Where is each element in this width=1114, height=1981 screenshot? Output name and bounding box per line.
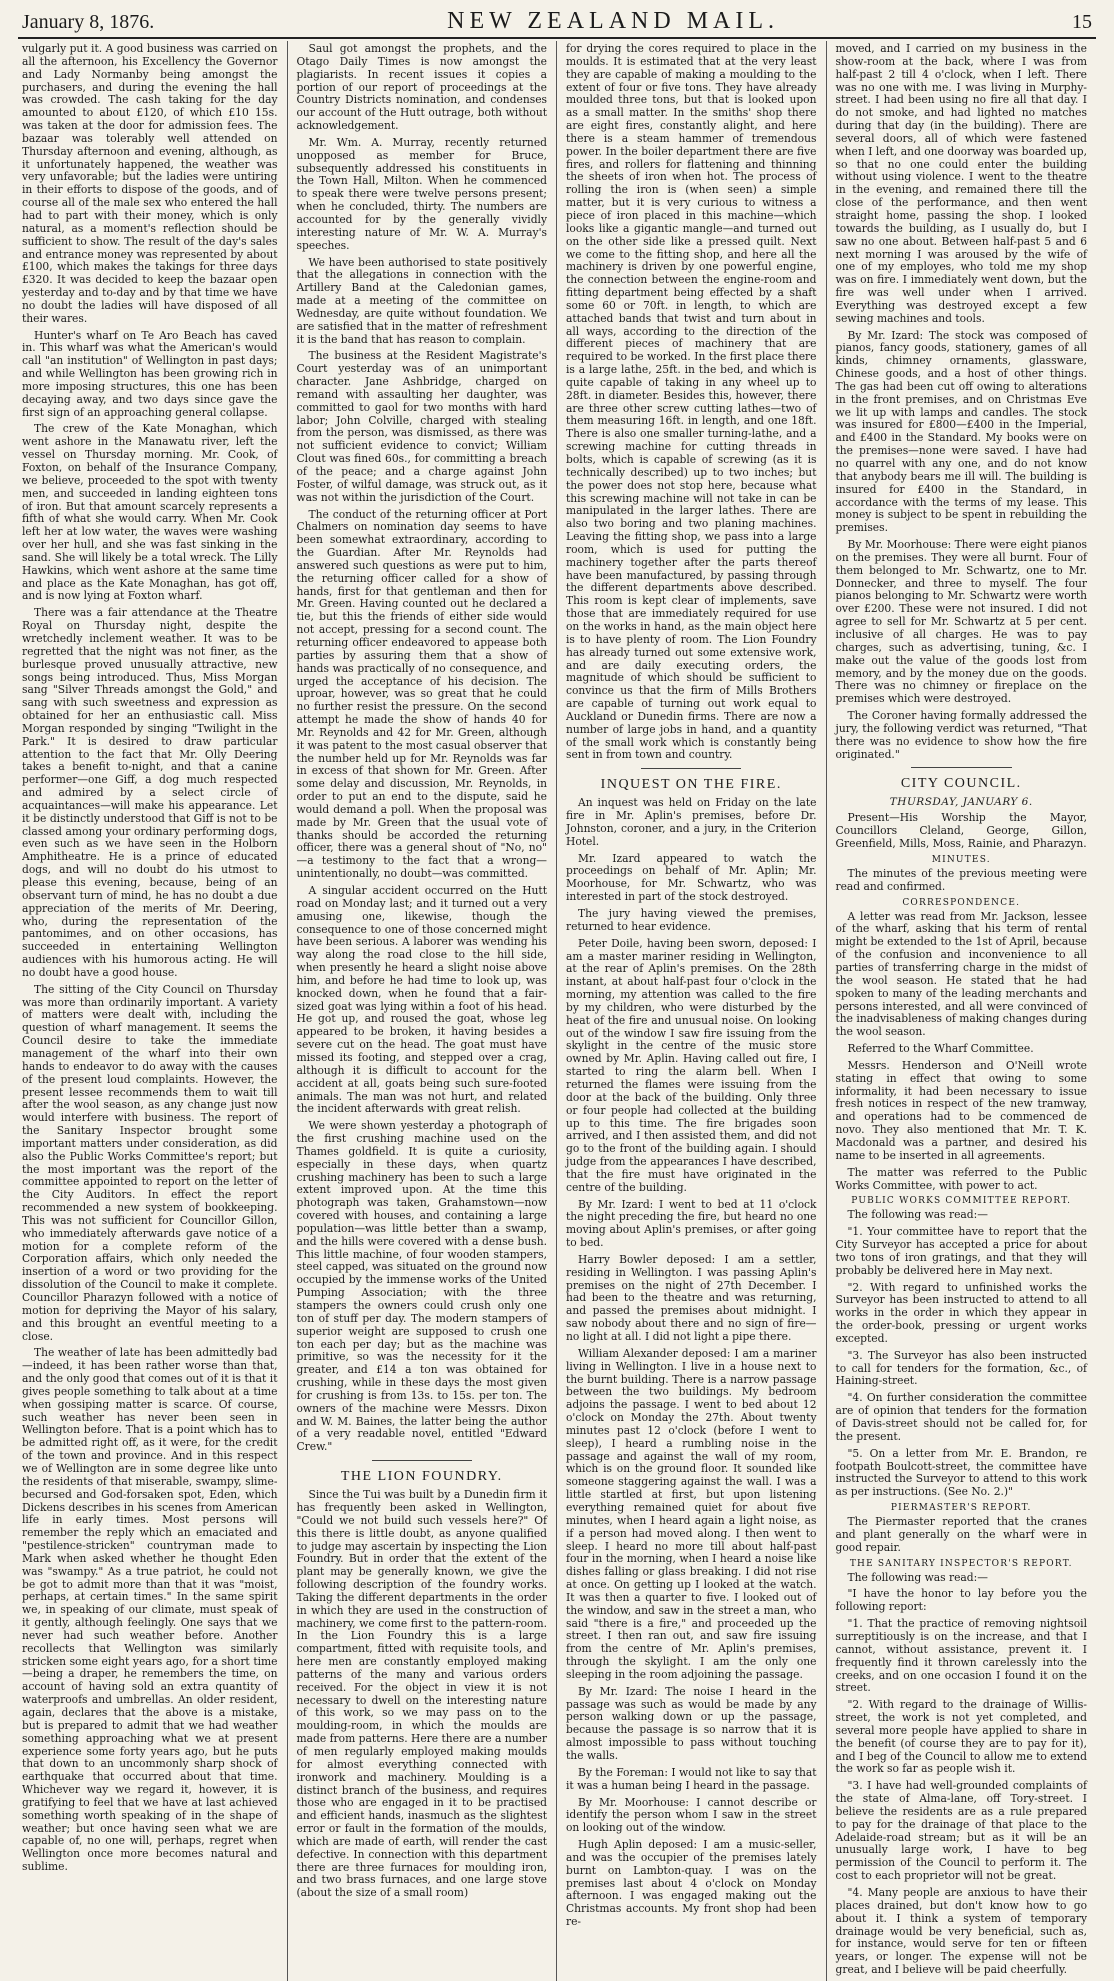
paragraph: vulgarly put it. A good business was carried on all the afternoon, his Excellency the Governor and Lady Normanby being amongst the purchasers, and during the evening the hall was crowded. The cash taking for the day amounted to about £120, of which £10 15s. was taken at the door for admission fees. The bazaar was tolerably well attended on Thursday afternoon and evening, although, as it unfortunately happened, the weather was very unfavorable; but the ladies were untiring in their efforts to dispose of the goods, and of course all of the male sex who entered the hall had to part with their money, which is only natural, as a moment's reflection should be sufficient to show. The result of the day's sales and entrance money was represented by about £100, which makes the takings for three days £320. It was decided to keep the bazaar open yesterday and to-day and by that time we have no doubt the ladies will have disposed of all their wares. [22, 42, 278, 325]
subhead-correspondence: CORRESPONDENCE. [902, 897, 1021, 908]
headline-city-council: CITY COUNCIL. [900, 776, 1022, 792]
paragraph: The jury having viewed the premises, returned to hear evidence. [566, 907, 817, 933]
column-4 [827, 41, 1097, 1981]
subhead-public-works: PUBLIC WORKS COMMITTEE REPORT. [851, 1196, 1072, 1207]
paragraph: The following was read:— [847, 1570, 988, 1584]
paragraph: The weather of late has been admittedly bad—indeed, it has been rather worse than that, and the only good that comes out of it is that it gives people something to talk about at a time when gossiping matter is scarce. Of course, such weather has never been seen in Wellington before. That is a point which has to be admitted right off, as it were, for the credit of the town and province. And in this respect we of Wellington are in some degree like unto the residents of that miserable, swampy, slime-becursed and God-forsaken spot, Eden, which Dickens describes in his scenes from American life in early times. Most persons will remember the reply which an emaciated and "pestilence-stricken" countryman made to Mark when asked whether he thought Eden was "swampy." As a true patriot, he could not be got to admit more than that it was "moist, perhaps, at certain times." In the same spirit we, in speaking of our climate, must speak of it gently, although feelingly. One says that we never had such weather before. Another recollects that Wellington was similarly stricken some eight years ago, for a short time—being a draper, he remembers the time, on account of having sold an extra quantity of waterproofs and umbrellas. An older resident, again, declares that the above is a mistake, but is prepared to admit that we had weather something approaching what we at present experience some forty years ago, but he puts that down to an uncommonly sharp shock of earthquake that occurred about that time. Whichever way we regard it, however, it is gratifying to feel that we have at last achieved something worth speaking of in the shape of weather; but once having seen what we are capable of, no one will, perhaps, regret when Wellington once more becomes natural and sublime. [22, 1346, 278, 1874]
paragraph: Referred to the Wharf Committee. [847, 1042, 1034, 1056]
subhead-minutes: MINUTES. [931, 854, 991, 865]
paragraph: By Mr. Izard: I went to bed at 11 o'clock the night preceding the fire, but heard no one moving about Aplin's premises, or after going to bed. [566, 1197, 817, 1250]
paragraph: The conduct of the returning officer at Port Chalmers on nomination day seems to have been somewhat extraordinary, according to the Guardian. After Mr. Reynolds had answered such questions as were put to him, the returning officer called for a show of hands, first for that gentleman and then for Mr. Green. Having counted out he declared a tie, but this the friends of either side would not accept, pressing for a second count. The returning officer endeavored to appease both parties by assuring them that a show of hands was practically of no consequence, and urged the acceptance of his decision. The uproar, however, was so great that he could no further resist the pressure. On the second attempt he made the show of hands 40 for Mr. Reynolds and 42 for Mr. Green, although it was patent to the most casual observer that the number held up for Mr. Reynolds was far in excess of that shown for Mr. Green. After some delay and discussion, Mr. Reynolds, in order to put an end to the dispute, said he would demand a poll. When the proposal was made by Mr. Green that the usual vote of thanks should be accorded the returning officer, there was a general shout of "No, no" —a testimony to the fact that a wrong—unintentionally, no doubt—was committed. [296, 507, 547, 881]
masthead [18, 8, 1096, 39]
dateline: THURSDAY, JANUARY 6. [889, 796, 1033, 809]
issue-date: January 8, 1876. [22, 11, 155, 33]
paragraph: William Alexander deposed: I am a mariner living in Wellington. I live in a house next to the burnt building. There is a narrow passage between the two buildings. My bedroom adjoins the passage. I went to bed about 12 o'clock on Monday the 27th. About twenty minutes past 12 o'clock (before I went to sleep), I heard a rumbling noise in the passage and against the wall of my room, which is on the ground floor. It sounded like someone staggering against the wall. I was a little startled at first, but upon listening everything remained quiet for about five minutes, when I heard again a light noise, as if a person had moved along. I then went to sleep. I heard no more till about half-past four in the morning, when I heard a noise like dishes falling or glass breaking. I did not rise at once. On getting up I looked at the watch. It was then a quarter to five. I looked out of the window, and saw in the street a man, who said "there is a fire," and proceeded up the street. I then ran out, and saw fire issuing from the centre of Mr. Aplin's premises, through the skylight. I am the only one sleeping in the room adjoining the passage. [566, 1346, 817, 1681]
page-number: 15 [1071, 11, 1092, 33]
divider [911, 767, 1012, 768]
column-1 [18, 41, 288, 1981]
paragraph: for drying the cores required to place in the moulds. It is estimated that at the very least they are capable of making a moulding to the extent of four or five tons. They have already moulded three tons, but that is looked upon as a small matter. In the smiths' shop there are eight fires, constantly alight, and here there is a steam hammer of tremendous power. In the boiler department there are five fires, and rollers for flattening and thinning the sheets of iron when hot. The process of rolling the iron is (when seen) a simple matter, but it is very curious to witness a piece of iron placed in this machine—which looks like a gigantic mangle—and turned out on the other side like a pressed quilt. Next we come to the fitting shop, and here all the machinery is driven by one powerful engine, the connection between the engine-room and fitting department being effected by a shaft some 60 or 70ft. in length, to which are attached bands that twist and turn about in all ways, according to the direction of the different pieces of machinery that are required to be worked. In the first place there is a large lathe, 25ft. in the bed, and which is quite capable of taking in any wheel up to 28ft. in diameter. Besides this, however, there are three other screw cutting lathes—two of them measuring 16ft. in length, and one 18ft. There is also one smaller turning-lathe, and a screwing machine for cutting threads in bolts, which is capable of screwing (as it is technically described) up to two inches; but the power does not stop here, because what this screwing machine will not take in can be manipulated in the larger lathes. There are also two boring and two planing machines. Leaving the fitting shop, we pass into a large room, which is used for putting the machinery together after the parts thereof have been manufactured, by passing through the different departments above described. This room is kept clear of implements, save those that are immediately required for use on the works in hand, as the main object here is to have plenty of room. The Lion Foundry has already turned out some extensive work, and are daily executing orders, the magnitude of which should be sufficient to convince us that the firm of Mills Brothers are capable of turning out work equal to Auckland or Dunedin firms. There are now a number of large jobs in hand, and a quantity of the small work which is constantly being sent in from town and country. [566, 42, 817, 762]
paragraph: "1. That the practice of removing nightsoil surreptitiously is on the increase, and that I cannot, without assistance, prevent it. I frequently find it thrown carelessly into the creeks, and on one occasion I found it on the street. [835, 1617, 1087, 1695]
paragraph: moved, and I carried on my business in the show-room at the back, where I was from half-past 2 till 4 o'clock, when I left. There was no one with me. I was living in Murphy-street. I had been using no fire all that day. I do not smoke, and had lighted no matches during that day (in the building). There are several doors, all of which were fastened when I left, and one doorway was boarded up, so that no one could enter the building without using violence. I went to the theatre in the evening, and remained there till the close of the performance, and then went straight home, passing the shop. I looked towards the building, as I usually do, but I saw no one about. Between half-past 5 and 6 next morning I was aroused by the wife of one of my employes, who told me my shop was on fire. I immediately went down, but the fire was well under when I arrived. Everything was destroyed except a few sewing machines and tools. [835, 42, 1087, 325]
paragraph: By Mr. Moorhouse: There were eight pianos on the premises. They were all burnt. Four of them belonged to Mr. Schwartz, one to Mr. Donnecker, and three to myself. The four pianos belonging to Mr. Schwartz were worth over £200. These were not insured. I did not agree to sell for Mr. Schwartz at 5 per cent. inclusive of all charges. He was to pay charges, such as advertising, tuning, &c. I make out the value of the goods lost from memory, and by the money due on the goods. There was no chimney or fireplace on the premises which were destroyed. [835, 538, 1087, 706]
paragraph: By Mr. Izard: The noise I heard in the passage was such as would be made by any person walking down or up the passage, because the passage is so narrow that it is almost impossible to pass without touching the walls. [566, 1684, 817, 1762]
columns [18, 41, 1096, 1977]
divider [372, 1460, 472, 1461]
column-3 [557, 41, 827, 1981]
paragraph: The Piermaster reported that the cranes and plant generally on the wharf were in good repair. [835, 1515, 1087, 1554]
paragraph: Messrs. Henderson and O'Neill wrote stating in effect that owing to some informality, it had been necessary to issue fresh notices in respect of the new tramway, and operations had to be commenced de novo. They also mentioned that Mr. T. K. Macdonald was a partner, and desired his name to be inserted in all agreements. [835, 1058, 1087, 1162]
paragraph: Mr. Izard appeared to watch the proceedings on behalf of Mr. Aplin; Mr. Moorhouse, for Mr. Schwartz, who was interested in part of the stock destroyed. [566, 851, 817, 904]
headline-lion-foundry: THE LION FOUNDRY. [340, 1469, 503, 1485]
paragraph: "2. With regard to unfinished works the Surveyor has been instructed to attend to all works in the order in which they appear in the order-book, pressing or urgent works excepted. [835, 1280, 1087, 1345]
paragraph: By the Foreman: I would not like to say that it was a human being I heard in the passage. [566, 1765, 817, 1792]
paragraph: "2. With regard to the drainage of Willis-street, the work is not yet completed, and several more people have applied to share in the benefit (of course they are to pay for it), and I beg of the Council to allow me to extend the work so far as people wish it. [835, 1698, 1087, 1776]
paragraph: We were shown yesterday a photograph of the first crushing machine used on the Thames goldfield. It is quite a curiosity, especially in these days, when quartz crushing machinery has been to such a large extent improved upon. At the time this photograph was taken, Grahamstown—now covered with houses, and containing a large population—was little better than a swamp, and the hills were covered with a dense bush. This little machine, of four wooden stampers, steel capped, was situated on the ground now occupied by the immense works of the United Pumping Association; with the three stampers the owners could crush only one ton of stuff per day. The modern stampers of superior weight are supposed to crush one ton each per day; but as the machine was primitive, so was the necessity for it the greater, and £14 a ton was obtained for crushing, while in these days the most given for crushing is from 13s. to 15s. per ton. The owners of the machine were Messrs. Dixon and W. M. Baines, the latter being the author of a very readable novel, entitled "Edward Crew." [296, 1119, 547, 1454]
paragraph: The sitting of the City Council on Thursday was more than ordinarily important. A variety of matters were dealt with, including the question of wharf management. It seems the Council desire to take the immediate management of the wharf into their own hands to endeavor to do away with the causes of the present loud complaints. However, the present lessee recommends them to wait till after the wool season, as any change just now would interfere with business. The report of the Sanitary Inspector brought some important matters under consideration, as did also the Public Works Committee's report; but the most important was the report of the committee appointed to report on the letter of the City Auditors. In effect the report recommended a new system of bookkeeping. This was not sufficient for Councillor Gillon, who immediately afterwards gave notice of a motion for a complete reform of the Corporation affairs, which only needed the insertion of a word or two providing for the dissolution of the Council to make it complete. Councillor Pharazyn followed with a notice of motion for depriving the Mayor of his salary, and this brought an eventful meeting to a close. [22, 982, 278, 1343]
paragraph: Hugh Aplin deposed: I am a music-seller, and was the occupier of the premises lately burnt on Lambton-quay. I was on the premises last about 4 o'clock on Monday afternoon. I was engaged making out the Christmas accounts. My front shop had been re- [566, 1838, 817, 1929]
paragraph: Hunter's wharf on Te Aro Beach has caved in. This wharf was what the American's would call "an institution" of Wellington in past days; and while Wellington has been growing rich in more imposing structures, this one has been decaying away, and two days since gave the first sign of an approaching general collapse. [22, 328, 278, 419]
paragraph: "I have the honor to lay before you the following report: [835, 1587, 1087, 1614]
paragraph: "3. I have had well-grounded complaints of the state of Alma-lane, off Tory-street. I believe the residents are as a rule prepared to pay for the drainage of that place to the Adelaide-road stream; but as it will be an unusually large work, I have to beg permission of the Council to perform it. The cost to each proprietor will not be great. [835, 1779, 1087, 1883]
newspaper-title: NEW ZEALAND MAIL. [447, 8, 780, 34]
paragraph: Mr. Wm. A. Murray, recently returned unopposed as member for Bruce, subsequently addressed his constituents in the Town Hall, Milton. When he commenced to speak there were twelve persons present; when he concluded, thirty. The numbers are accounted for by the generally vividly interesting nature of Mr. W. A. Murray's speeches. [296, 135, 547, 252]
paragraph: "5. On a letter from Mr. E. Brandon, re footpath Boulcott-street, the committee have instructed the Surveyor to attend to this work as per instructions. (See No. 2.)" [835, 1446, 1087, 1499]
paragraph: The crew of the Kate Monaghan, which went ashore in the Manawatu river, left the vessel on Thursday morning. Mr. Cook, of Foxton, on behalf of the Insurance Company, we believe, proceeded to the spot with twenty men, and succeeded in landing eighteen tons of iron. But that amount scarcely represents a fifth of what she would carry. When Mr. Cook left her at low water, the waves were washing over her hull, and she was fast sinking in the sand. She will likely be a total wreck. The Lilly Hawkins, which went ashore at the same time and place as the Kate Monaghan, has got off, and is now lying at Foxton wharf. [22, 422, 278, 603]
paragraph: Since the Tui was built by a Dunedin firm it has frequently been asked in Wellington, "Could we not build such vessels here?" Of this there is little doubt, as anyone qualified to judge may ascertain by inspecting the Lion Foundry. But in order that the extent of the plant may be generally known, we give the following description of the foundry works. Taking the different departments in the order in which they are used in the construction of machinery, we come first to the pattern-room. In the Lion Foundry this is a large compartment, fitted with requisite tools, and here men are constantly employed making patterns of the many and various orders received. For the object in view it is not necessary to dwell on the interesting nature of this work, so we may pass on to the moulding-room, in which the moulds are made from patterns. Here there are a number of men regularly employed making moulds for almost everything connected with ironwork and machinery. Moulding is a distinct branch of the business, and requires those who are engaged in it to be practised and efficient hands, inasmuch as the slightest error or fault in the formation of the moulds, which are made of earth, will render the cast defective. In connection with this department there are three furnaces for moulding iron, and two brass furnaces, and one large stove (about the size of a small room) [296, 1488, 547, 1900]
paragraph: "3. The Surveyor has also been instructed to call for tenders for the formation, &c., of Haining-street. [835, 1348, 1087, 1388]
paragraph: Present—His Worship the Mayor, Councillors Cleland, George, Gillon, Greenfield, Mills, Moss, Rainie, and Pharazyn. [835, 811, 1087, 851]
divider [641, 768, 741, 769]
paragraph: Harry Bowler deposed: I am a settler, residing in Wellington. I was passing Aplin's premises on the night of 27th December. I had been to the theatre and was returning, and passed the premises about midnight. I saw nobody about there and no sign of fire—no light at all. I did not light a pipe there. [566, 1252, 817, 1343]
paragraph: "4. On further consideration the committee are of opinion that tenders for the formation of Davis-street should not be called for, for the present. [835, 1391, 1087, 1443]
paragraph: The minutes of the previous meeting were read and confirmed. [835, 866, 1087, 893]
paragraph: By Mr. Moorhouse: I cannot describe or identify the person whom I saw in the street on looking out of the window. [566, 1795, 817, 1835]
paragraph: By Mr. Izard: The stock was composed of pianos, fancy goods, stationery, games of all kinds, chimney ornaments, glassware, Chinese goods, and a host of other things. The gas had been cut off owing to alterations in the front premises, and on Christmas Eve we lit up with lamps and candles. The stock was insured for £800—£400 in the Imperial, and £400 in the Standard. My books were on the premises—none were saved. I have had no quarrel with any one, and do not know that anybody bears me ill will. The building is insured for £400 in the Standard, in accordance with the terms of my lease. This money is subject to be spent in rebuilding the premises. [835, 328, 1087, 535]
subhead-piermaster: PIERMASTER'S REPORT. [890, 1503, 1032, 1514]
paragraph: The Coroner having formally addressed the jury, the following verdict was returned, "That there was no evidence to show how the fire originated." [835, 709, 1087, 761]
column-2 [288, 41, 558, 1981]
paragraph: The matter was referred to the Public Works Committee, with power to act. [835, 1165, 1087, 1192]
subhead-sanitary: THE SANITARY INSPECTOR'S REPORT. [849, 1558, 1073, 1569]
headline-inquest: INQUEST ON THE FIRE. [600, 777, 782, 793]
paragraph: An inquest was held on Friday on the late fire in Mr. Aplin's premises, before Dr. Johnston, coroner, and a jury, in the Criterion Hotel. [566, 796, 817, 848]
paragraph: Saul got amongst the prophets, and the Otago Daily Times is now amongst the plagiarists. In recent issues it copies a portion of our report of proceedings at the Country Districts nomination, and condenses our account of the Hutt outrage, both without acknowledgement. [296, 42, 547, 133]
paragraph: There was a fair attendance at the Theatre Royal on Thursday night, despite the wretchedly inclement weather. It was to be regretted that the night was not finer, as the burlesque proved unusually attractive, new songs being introduced. Thus, Miss Morgan sang "Silver Threads amongst the Gold," and sang with such sweetness and expression as obtained for her an enthusiastic call. Miss Morgan responded by singing "Twilight in the Park." It is desired to draw particular attention to the fact that Mr. Olly Deering takes a benefit to-night, and that a canine performer—one Giff, a dog much respected and admired by a select circle of acquaintances—will make his appearance. Let it be distinctly understood that Giff is not to be classed among your ordinary performing dogs, even such as we have seen in the Holborn Amphitheatre. He is a prince of educated dogs, and will no doubt do his utmost to please this evening, because, being of an observant turn of mind, he has no doubt a due appreciation of the merits of Mr. Deering, who, during the representation of the pantomimes, and on other occasions, has succeeded in entertaining Wellington audiences with his humorous acting. He will no doubt have a good house. [22, 606, 278, 979]
paragraph: Peter Doile, having been sworn, deposed: I am a master mariner residing in Wellington, at the rear of Aplin's premises. On the 28th instant, at about half-past four o'clock in the morning, my attention was called to the fire by my children, who were disturbed by the heat of the fire and unusual noise. On looking out of the window I saw fire issuing from the skylight in the centre of the music store owned by Mr. Aplin. Having called out fire, I started to ring the alarm bell. When I returned the flames were issuing from the door at the back of the building. Only three or four people had collected at the building up to this time. The fire brigades soon arrived, and I then assisted them, and did not go to the front of the building again. I should judge from the appearances I have described, that the fire must have originated in the centre of the building. [566, 936, 817, 1194]
paragraph: "1. Your committee have to report that the City Surveyor has accepted a price for about two tons of iron gratings, and that they will probably be delivered here in May next. [835, 1225, 1087, 1277]
paragraph: A letter was read from Mr. Jackson, lessee of the wharf, asking that his term of rental might be extended to the 1st of April, because of the confusion and inconvenience to all parties of transferring charge in the midst of the wool season. He stated that he had spoken to many of the leading merchants and persons interested, and all were convinced of the inadvisableness of making changes during the wool season. [835, 909, 1087, 1039]
paragraph: The business at the Resident Magistrate's Court yesterday was of an unimportant character. Jane Ashbridge, charged on remand with assaulting her daughter, was committed to gaol for two months with hard labor; John Colville, charged with stealing from the person, was dismissed, as there was not sufficient evidence to convict; William Clout was fined 60s., for committing a breach of the peace; and a charge against John Foster, of wilful damage, was struck out, as it was not within the jurisdiction of the Court. [296, 349, 547, 504]
paragraph: We have been authorised to state positively that the allegations in connection with the Artillery Band at the Caledonian games, made at a meeting of the committee on Wednesday, are quite without foundation. We are satisfied that in the matter of refreshment it is the band that has reason to complain. [296, 255, 547, 346]
paragraph: A singular accident occurred on the Hutt road on Monday last; and it turned out a very amusing one, likewise, though the consequence to one of those concerned might have been serious. A laborer was wending his way along the road close to the hill side, when presently he heard a slight noise above him, and before he had time to look up, was knocked down, when he found that a fair-sized goat was lying within a foot of his head. He got up, and roused the goat, whose leg appeared to be broken, it having besides a severe cut on the head. The goat must have missed its footing, and stepped over a crag, although it is difficult to account for the accident at all, goats being such sure-footed animals. The man was not hurt, and related the incident afterwards with great relish. [296, 884, 547, 1116]
paragraph: The following was read:— [847, 1208, 988, 1222]
paragraph: "4. Many people are anxious to have their places drained, but don't know how to go about it. I think a system of temporary drainage would be very beneficial, such as, for instance, would serve for ten or fifteen years, or longer. The expense will not be great, and I believe will be paid cheerfully. [835, 1886, 1087, 1977]
